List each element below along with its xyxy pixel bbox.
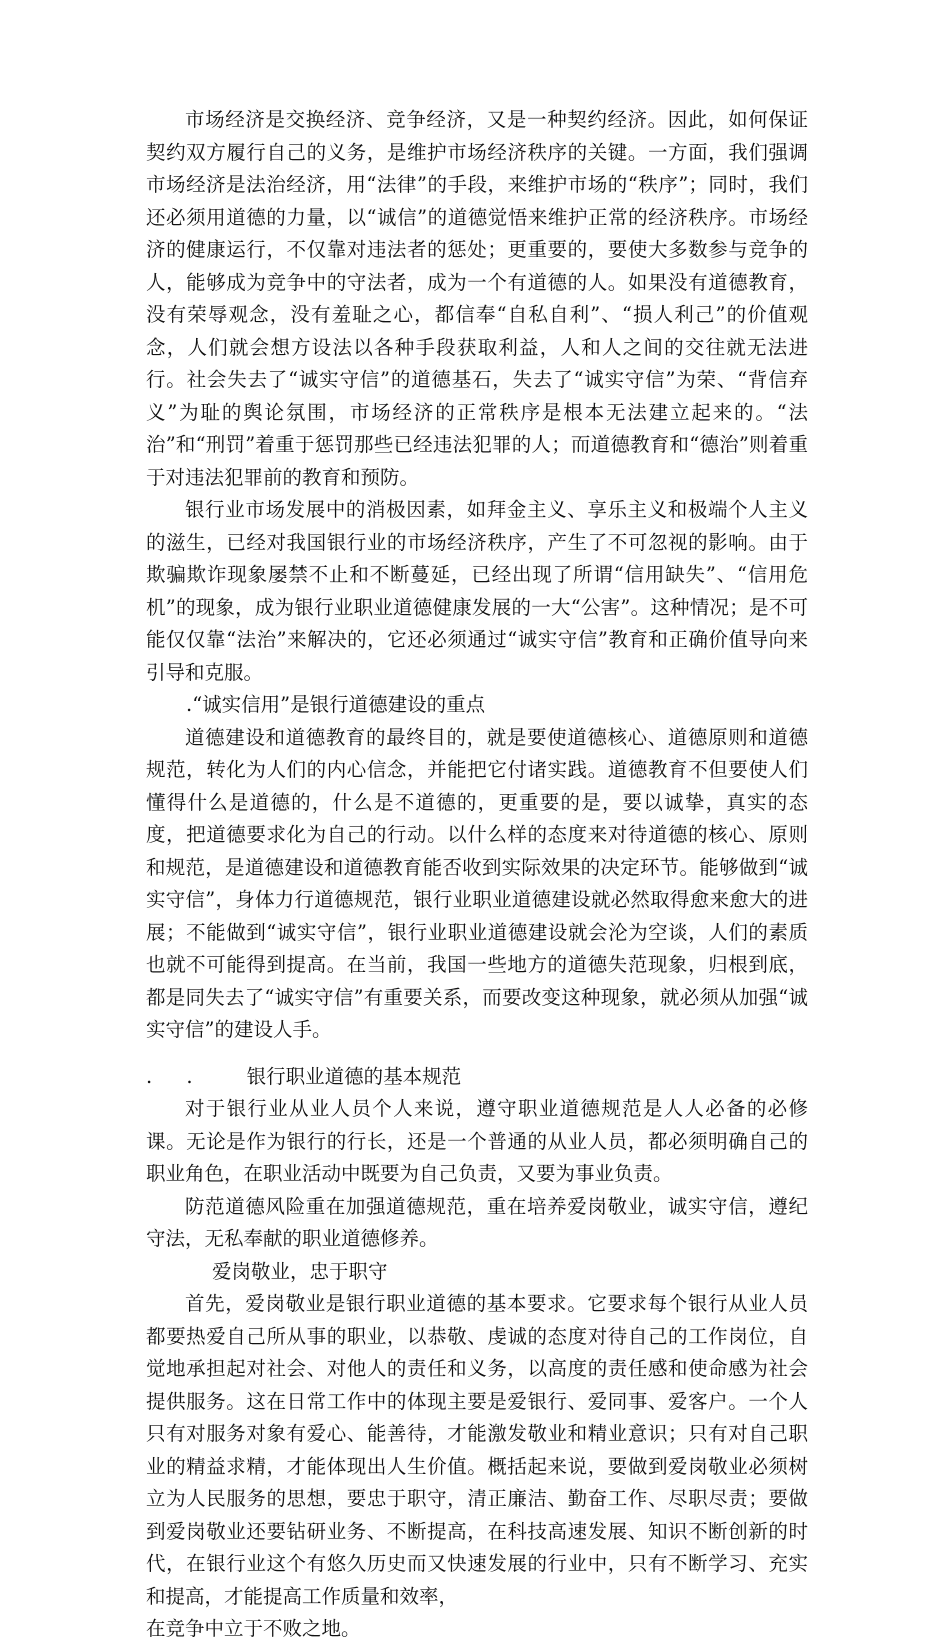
paragraph-moral-education: 道德建设和道德教育的最终目的，就是要使道德核心、道德原则和道德规范，转化为人们的内心信念，并能把它付诸实践。道德教育不但要使人们懂得什么是道德的，什么是不道德的，更重要的是，要以诚挚，真实的态度，把道德要求化为自己的行动。以什么样的态度来对待道德的核心、原则和规范，是道德建设和道德教育能否收到实际效果的决定环节。能够做到“诚实守信”，身体力行道德规范，银行业职业道德建设就必然取得愈来愈大的进展；不能做到“诚实守信”，银行业职业道德建设就会沦为空谈，人们的素质也就不可能得到提高。在当前，我国一些地方的道德失范现象，归根到底，都是同失去了“诚实守信”有重要关系，而要改变这种现象，就必须从加强“诚实守信”的建设人手。 bbox=[146, 725, 808, 1041]
heading-number-dots: . . bbox=[146, 1064, 207, 1088]
document-page bbox=[146, 104, 808, 1646]
section-heading-basic-norms bbox=[146, 1061, 808, 1094]
section-heading-integrity: .“诚实信用”是银行道德建设的重点 bbox=[186, 693, 486, 716]
heading-text: 银行职业道德的基本规范 bbox=[246, 1064, 462, 1088]
closing-line: 在竞争中立于不败之地。 bbox=[146, 1617, 361, 1640]
paragraph-dedication: 首先，爱岗敬业是银行职业道德的基本要求。它要求每个银行从业人员都要热爱自己所从事的职业，以恭敬、虔诚的态度对待自己的工作岗位，自觉地承担起对社会、对他人的责任和义务，以高度的责任感和使命感为社会提供服务。这在日常工作中的体现主要是爱银行、爱同事、爱客户。一个人只有对服务对象有爱心、能善待，才能激发敬业和精业意识；只有对自己职业的精益求精，才能体现出人生价值。概括起来说，要做到爱岗敬业必须树立为人民服务的思想，要忠于职守，清正廉洁、勤奋工作、尽职尽责；要做到爱岗敬业还要钻研业务、不断提高，在科技高速发展、知识不断创新的时代，在银行业这个有悠久历史而又快速发展的行业中，只有不断学习、充实和提高，才能提高工作质量和效率， bbox=[146, 1292, 808, 1608]
paragraph-moral-risk: 防范道德风险重在加强道德规范，重在培养爱岗敬业，诚实守信，遵纪守法，无私奉献的职业道德修养。 bbox=[146, 1194, 808, 1250]
paragraph-personal-responsibility: 对于银行业从业人员个人来说，遵守职业道德规范是人人必备的必修课。无论是作为银行的行长，还是一个普通的从业人员，都必须明确自己的职业角色，在职业活动中既要为自己负责，又要为事业负责。 bbox=[146, 1097, 808, 1185]
paragraph-market-economy: 市场经济是交换经济、竞争经济，又是一种契约经济。因此，如何保证契约双方履行自己的义务，是维护市场经济秩序的关键。一方面，我们强调市场经济是法治经济，用“法律”的手段，来维护市场的“秩序”；同时，我们还必须用道德的力量，以“诚信”的道德觉悟来维护正常的经济秩序。市场经济的健康运行，不仅靠对违法者的惩处；更重要的，要使大多数参与竞争的人，能够成为竞争中的守法者，成为一个有道德的人。如果没有道德教育，没有荣辱观念，没有羞耻之心，都信奉“自私自利”、“损人利己”的价值观念，人们就会想方设法以各种手段获取利益，人和人之间的交往就无法进行。社会失去了“诚实守信”的道德基石，失去了“诚实守信”为荣、“背信弃义”为耻的舆论氛围，市场经济的正常秩序是根本无法建立起来的。“法治”和“刑罚”着重于惩罚那些已经违法犯罪的人；而道德教育和“德治”则着重于对违法犯罪前的教育和预防。 bbox=[146, 108, 808, 489]
paragraph-banking-negative-factors: 银行业市场发展中的消极因素，如拜金主义、享乐主义和极端个人主义的滋生，已经对我国银行业的市场经济秩序，产生了不可忽视的影响。由于欺骗欺诈现象屡禁不止和不断蔓延，已经出现了所谓“信用缺失”、“信用危机”的现象，成为银行业职业道德健康发展的一大“公害”。这种情况；是不可能仅仅靠“法治”来解决的，它还必须通过“诚实守信”教育和正确价值导向来引导和克服。 bbox=[146, 498, 808, 684]
subsection-heading-dedication: 爱岗敬业，忠于职守 bbox=[212, 1259, 388, 1283]
